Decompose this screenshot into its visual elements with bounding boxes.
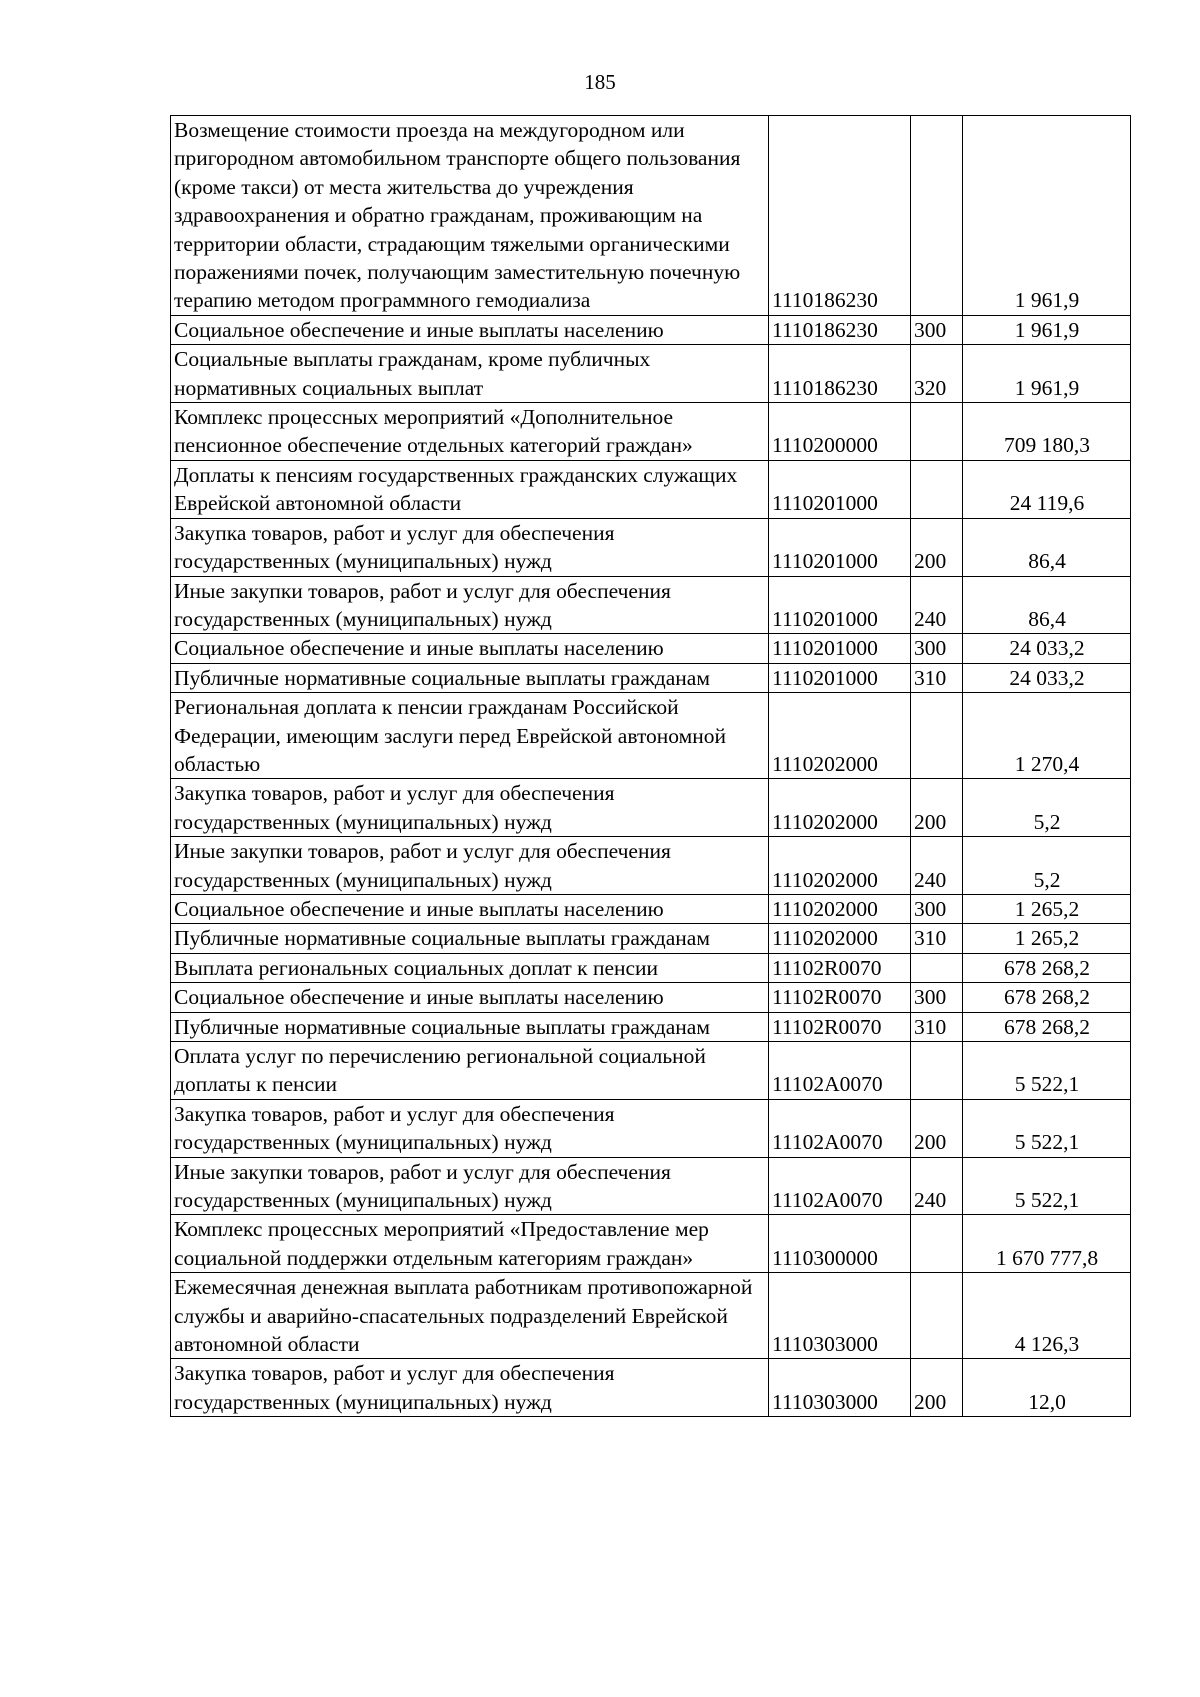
expense-name-cell: Выплата региональных социальных доплат к пенсии	[171, 953, 769, 982]
expense-name-cell: Социальное обеспечение и иные выплаты населению	[171, 983, 769, 1012]
expense-name-cell: Региональная доплата к пенсии гражданам Российской Федерации, имеющим заслуги перед Еврейской автономной областью	[171, 693, 769, 779]
amount-cell: 678 268,2	[963, 953, 1131, 982]
amount-cell: 5 522,1	[963, 1099, 1131, 1157]
expense-name-cell: Доплаты к пенсиям государственных гражданских служащих Еврейской автономной области	[171, 460, 769, 518]
target-code-cell: 1110202000	[769, 894, 911, 923]
expense-name-cell: Социальное обеспечение и иные выплаты населению	[171, 634, 769, 663]
expense-type-cell: 310	[911, 1012, 963, 1041]
target-code-cell: 1110186230	[769, 315, 911, 344]
expense-type-cell: 200	[911, 518, 963, 576]
target-code-cell: 1110202000	[769, 779, 911, 837]
amount-cell: 4 126,3	[963, 1273, 1131, 1359]
target-code-cell: 11102А0070	[769, 1042, 911, 1100]
target-code-cell: 1110201000	[769, 576, 911, 634]
amount-cell: 86,4	[963, 518, 1131, 576]
amount-cell: 24 033,2	[963, 663, 1131, 692]
amount-cell: 5,2	[963, 837, 1131, 895]
target-code-cell: 1110202000	[769, 837, 911, 895]
expense-name-cell: Иные закупки товаров, работ и услуг для обеспечения государственных (муниципальных) нужд	[171, 1157, 769, 1215]
table-row	[171, 894, 1131, 923]
expense-type-cell: 300	[911, 315, 963, 344]
expense-name-cell: Социальные выплаты гражданам, кроме публичных нормативных социальных выплат	[171, 345, 769, 403]
table-row	[171, 1099, 1131, 1157]
table-row	[171, 518, 1131, 576]
amount-cell: 1 961,9	[963, 345, 1131, 403]
expense-type-cell: 200	[911, 1359, 963, 1417]
expense-type-cell	[911, 1273, 963, 1359]
target-code-cell: 1110202000	[769, 924, 911, 953]
table-row	[171, 953, 1131, 982]
target-code-cell: 1110186230	[769, 345, 911, 403]
table-row	[171, 1042, 1131, 1100]
expense-name-cell: Иные закупки товаров, работ и услуг для обеспечения государственных (муниципальных) нужд	[171, 837, 769, 895]
target-code-cell: 11102R0070	[769, 983, 911, 1012]
expense-name-cell: Комплекс процессных мероприятий «Предоставление мер социальной поддержки отдельным категориям граждан»	[171, 1215, 769, 1273]
target-code-cell: 11102R0070	[769, 953, 911, 982]
amount-cell: 5 522,1	[963, 1042, 1131, 1100]
expense-name-cell: Закупка товаров, работ и услуг для обеспечения государственных (муниципальных) нужд	[171, 1099, 769, 1157]
expense-type-cell	[911, 693, 963, 779]
budget-table	[170, 115, 1131, 1417]
target-code-cell: 1110201000	[769, 663, 911, 692]
expense-name-cell: Закупка товаров, работ и услуг для обеспечения государственных (муниципальных) нужд	[171, 1359, 769, 1417]
expense-type-cell: 300	[911, 634, 963, 663]
expense-type-cell: 310	[911, 663, 963, 692]
expense-type-cell: 320	[911, 345, 963, 403]
expense-type-cell	[911, 1042, 963, 1100]
page-number: 185	[584, 70, 616, 94]
expense-type-cell: 240	[911, 1157, 963, 1215]
expense-type-cell: 240	[911, 837, 963, 895]
table-row	[171, 1359, 1131, 1417]
expense-name-cell: Возмещение стоимости проезда на междугородном или пригородном автомобильном транспорте общего пользования (кроме такси) от места жительства до учреждения здравоохранения и обратно гражданам, проживающим на территории области, страдающим тяжелыми органическими поражениями почек, получающим заместительную почечную терапию методом программного гемодиализа	[171, 116, 769, 316]
table-row	[171, 403, 1131, 461]
target-code-cell: 1110300000	[769, 1215, 911, 1273]
expense-type-cell	[911, 116, 963, 316]
target-code-cell: 1110303000	[769, 1273, 911, 1359]
expense-type-cell: 200	[911, 1099, 963, 1157]
expense-name-cell: Публичные нормативные социальные выплаты гражданам	[171, 924, 769, 953]
amount-cell: 1 265,2	[963, 924, 1131, 953]
amount-cell: 5,2	[963, 779, 1131, 837]
amount-cell: 1 961,9	[963, 315, 1131, 344]
target-code-cell: 11102R0070	[769, 1012, 911, 1041]
expense-name-cell: Иные закупки товаров, работ и услуг для обеспечения государственных (муниципальных) нужд	[171, 576, 769, 634]
target-code-cell: 1110303000	[769, 1359, 911, 1417]
target-code-cell: 1110201000	[769, 518, 911, 576]
table-row	[171, 116, 1131, 316]
table-row	[171, 1215, 1131, 1273]
amount-cell: 24 033,2	[963, 634, 1131, 663]
amount-cell: 709 180,3	[963, 403, 1131, 461]
table-row	[171, 1012, 1131, 1041]
amount-cell: 1 961,9	[963, 116, 1131, 316]
table-row	[171, 1157, 1131, 1215]
expense-name-cell: Ежемесячная денежная выплата работникам противопожарной службы и аварийно-спасательных подразделений Еврейской автономной области	[171, 1273, 769, 1359]
table-row	[171, 345, 1131, 403]
target-code-cell: 1110200000	[769, 403, 911, 461]
amount-cell: 1 270,4	[963, 693, 1131, 779]
amount-cell: 1 265,2	[963, 894, 1131, 923]
amount-cell: 678 268,2	[963, 1012, 1131, 1041]
target-code-cell: 1110201000	[769, 634, 911, 663]
table-row	[171, 634, 1131, 663]
amount-cell: 678 268,2	[963, 983, 1131, 1012]
expense-type-cell: 300	[911, 983, 963, 1012]
expense-type-cell	[911, 403, 963, 461]
expense-name-cell: Закупка товаров, работ и услуг для обеспечения государственных (муниципальных) нужд	[171, 779, 769, 837]
table-row	[171, 663, 1131, 692]
table-row	[171, 983, 1131, 1012]
expense-name-cell: Комплекс процессных мероприятий «Дополнительное пенсионное обеспечение отдельных категорий граждан»	[171, 403, 769, 461]
expense-type-cell: 200	[911, 779, 963, 837]
expense-type-cell: 310	[911, 924, 963, 953]
table-row	[171, 779, 1131, 837]
table-row	[171, 924, 1131, 953]
amount-cell: 12,0	[963, 1359, 1131, 1417]
table-row	[171, 693, 1131, 779]
table-row	[171, 837, 1131, 895]
amount-cell: 24 119,6	[963, 460, 1131, 518]
target-code-cell: 11102А0070	[769, 1157, 911, 1215]
target-code-cell: 11102А0070	[769, 1099, 911, 1157]
amount-cell: 1 670 777,8	[963, 1215, 1131, 1273]
budget-table-body	[171, 116, 1131, 1417]
expense-type-cell	[911, 1215, 963, 1273]
target-code-cell: 1110186230	[769, 116, 911, 316]
expense-name-cell: Социальное обеспечение и иные выплаты населению	[171, 315, 769, 344]
expense-name-cell: Публичные нормативные социальные выплаты гражданам	[171, 663, 769, 692]
table-row	[171, 1273, 1131, 1359]
expense-type-cell: 240	[911, 576, 963, 634]
target-code-cell: 1110201000	[769, 460, 911, 518]
expense-name-cell: Публичные нормативные социальные выплаты гражданам	[171, 1012, 769, 1041]
amount-cell: 5 522,1	[963, 1157, 1131, 1215]
table-row	[171, 460, 1131, 518]
expense-name-cell: Закупка товаров, работ и услуг для обеспечения государственных (муниципальных) нужд	[171, 518, 769, 576]
expense-type-cell: 300	[911, 894, 963, 923]
table-row	[171, 576, 1131, 634]
expense-name-cell: Оплата услуг по перечислению региональной социальной доплаты к пенсии	[171, 1042, 769, 1100]
table-row	[171, 315, 1131, 344]
amount-cell: 86,4	[963, 576, 1131, 634]
expense-type-cell	[911, 953, 963, 982]
target-code-cell: 1110202000	[769, 693, 911, 779]
expense-name-cell: Социальное обеспечение и иные выплаты населению	[171, 894, 769, 923]
expense-type-cell	[911, 460, 963, 518]
